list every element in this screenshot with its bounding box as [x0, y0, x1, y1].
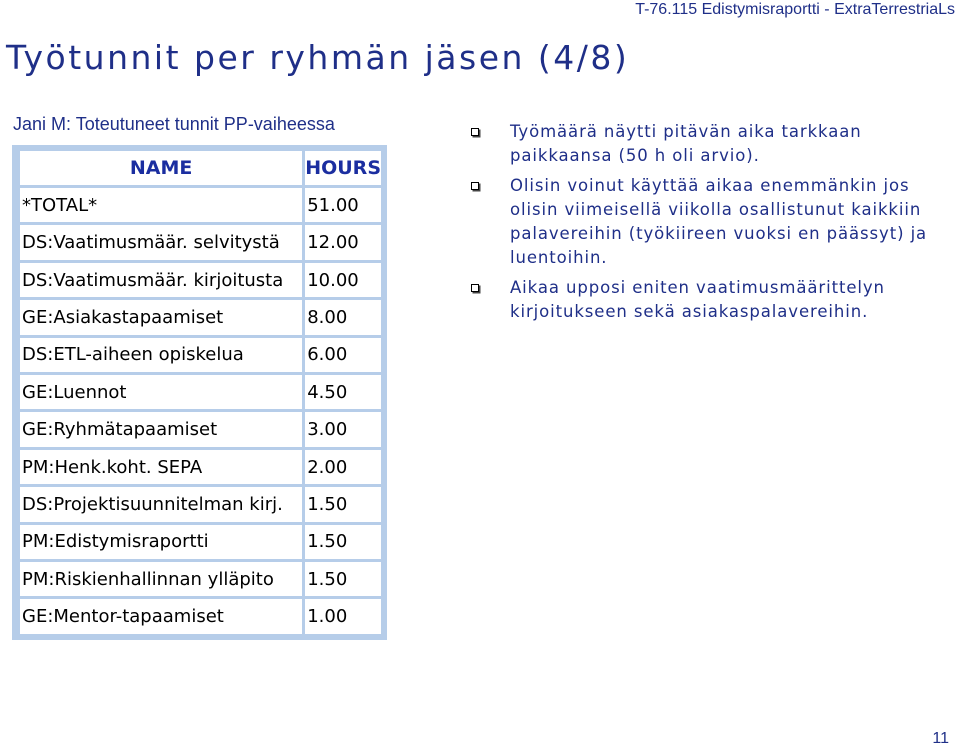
hours-table	[17, 148, 384, 637]
task-name-cell: *TOTAL*	[20, 188, 302, 222]
table-row	[20, 599, 381, 634]
hours-cell: 1.50	[305, 562, 381, 596]
table-caption: Jani M: Toteutuneet tunnit PP-vaiheessa	[13, 114, 335, 134]
task-name-cell: GE:Ryhmätapaamiset	[20, 412, 302, 446]
hours-cell: 1.00	[305, 599, 381, 634]
table-row	[20, 338, 381, 372]
hours-cell: 6.00	[305, 338, 381, 372]
table-header-row	[20, 151, 381, 185]
column-header-hours: HOURS	[305, 151, 381, 185]
task-name-cell: DS:Vaatimusmäär. kirjoitusta	[20, 263, 302, 297]
page-number: 11	[932, 730, 949, 747]
slide-title: Työtunnit per ryhmän jäsen (4/8)	[6, 38, 630, 77]
task-name-cell: DS:Vaatimusmäär. selvitystä	[20, 225, 302, 259]
list-item	[468, 174, 948, 270]
hours-cell: 8.00	[305, 300, 381, 334]
hours-cell: 3.00	[305, 412, 381, 446]
hours-cell: 1.50	[305, 487, 381, 521]
bullet-text: Työmäärä näytti pitävän aika tarkkaan paikkaansa (50 h oli arvio).	[510, 122, 862, 165]
task-name-cell: GE:Asiakastapaamiset	[20, 300, 302, 334]
table-row	[20, 562, 381, 596]
bullet-list	[468, 120, 948, 330]
list-item	[468, 120, 948, 168]
hours-cell: 4.50	[305, 375, 381, 409]
task-name-cell: DS:ETL-aiheen opiskelua	[20, 338, 302, 372]
table-row	[20, 225, 381, 259]
task-name-cell: GE:Mentor-tapaamiset	[20, 599, 302, 634]
task-name-cell: GE:Luennot	[20, 375, 302, 409]
square-bullet-icon	[471, 182, 479, 190]
hours-table-frame	[12, 145, 387, 640]
table-row	[20, 487, 381, 521]
square-bullet-icon	[471, 284, 479, 292]
bullet-text: Olisin voinut käyttää aikaa enemmänkin jos olisin viimeisellä viikolla osallistunut kaikkiin palavereihin (työkiireen vuoksi en päässyt) ja luentoihin.	[510, 176, 928, 267]
hours-cell: 10.00	[305, 263, 381, 297]
table-row	[20, 450, 381, 484]
list-item	[468, 276, 948, 324]
table-row	[20, 375, 381, 409]
task-name-cell: DS:Projektisuunnitelman kirj.	[20, 487, 302, 521]
course-header: T-76.115 Edistymisraportti - ExtraTerrestriaLs	[635, 1, 955, 18]
hours-cell: 51.00	[305, 188, 381, 222]
square-bullet-icon	[471, 128, 479, 136]
table-row	[20, 525, 381, 559]
bullet-text: Aikaa upposi eniten vaatimusmäärittelyn kirjoitukseen sekä asiakaspalavereihin.	[510, 278, 885, 321]
hours-cell: 1.50	[305, 525, 381, 559]
task-name-cell: PM:Edistymisraportti	[20, 525, 302, 559]
column-header-name: NAME	[20, 151, 302, 185]
table-row	[20, 412, 381, 446]
table-row	[20, 188, 381, 222]
task-name-cell: PM:Riskienhallinnan ylläpito	[20, 562, 302, 596]
hours-cell: 2.00	[305, 450, 381, 484]
table-row	[20, 263, 381, 297]
table-row	[20, 300, 381, 334]
hours-cell: 12.00	[305, 225, 381, 259]
task-name-cell: PM:Henk.koht. SEPA	[20, 450, 302, 484]
